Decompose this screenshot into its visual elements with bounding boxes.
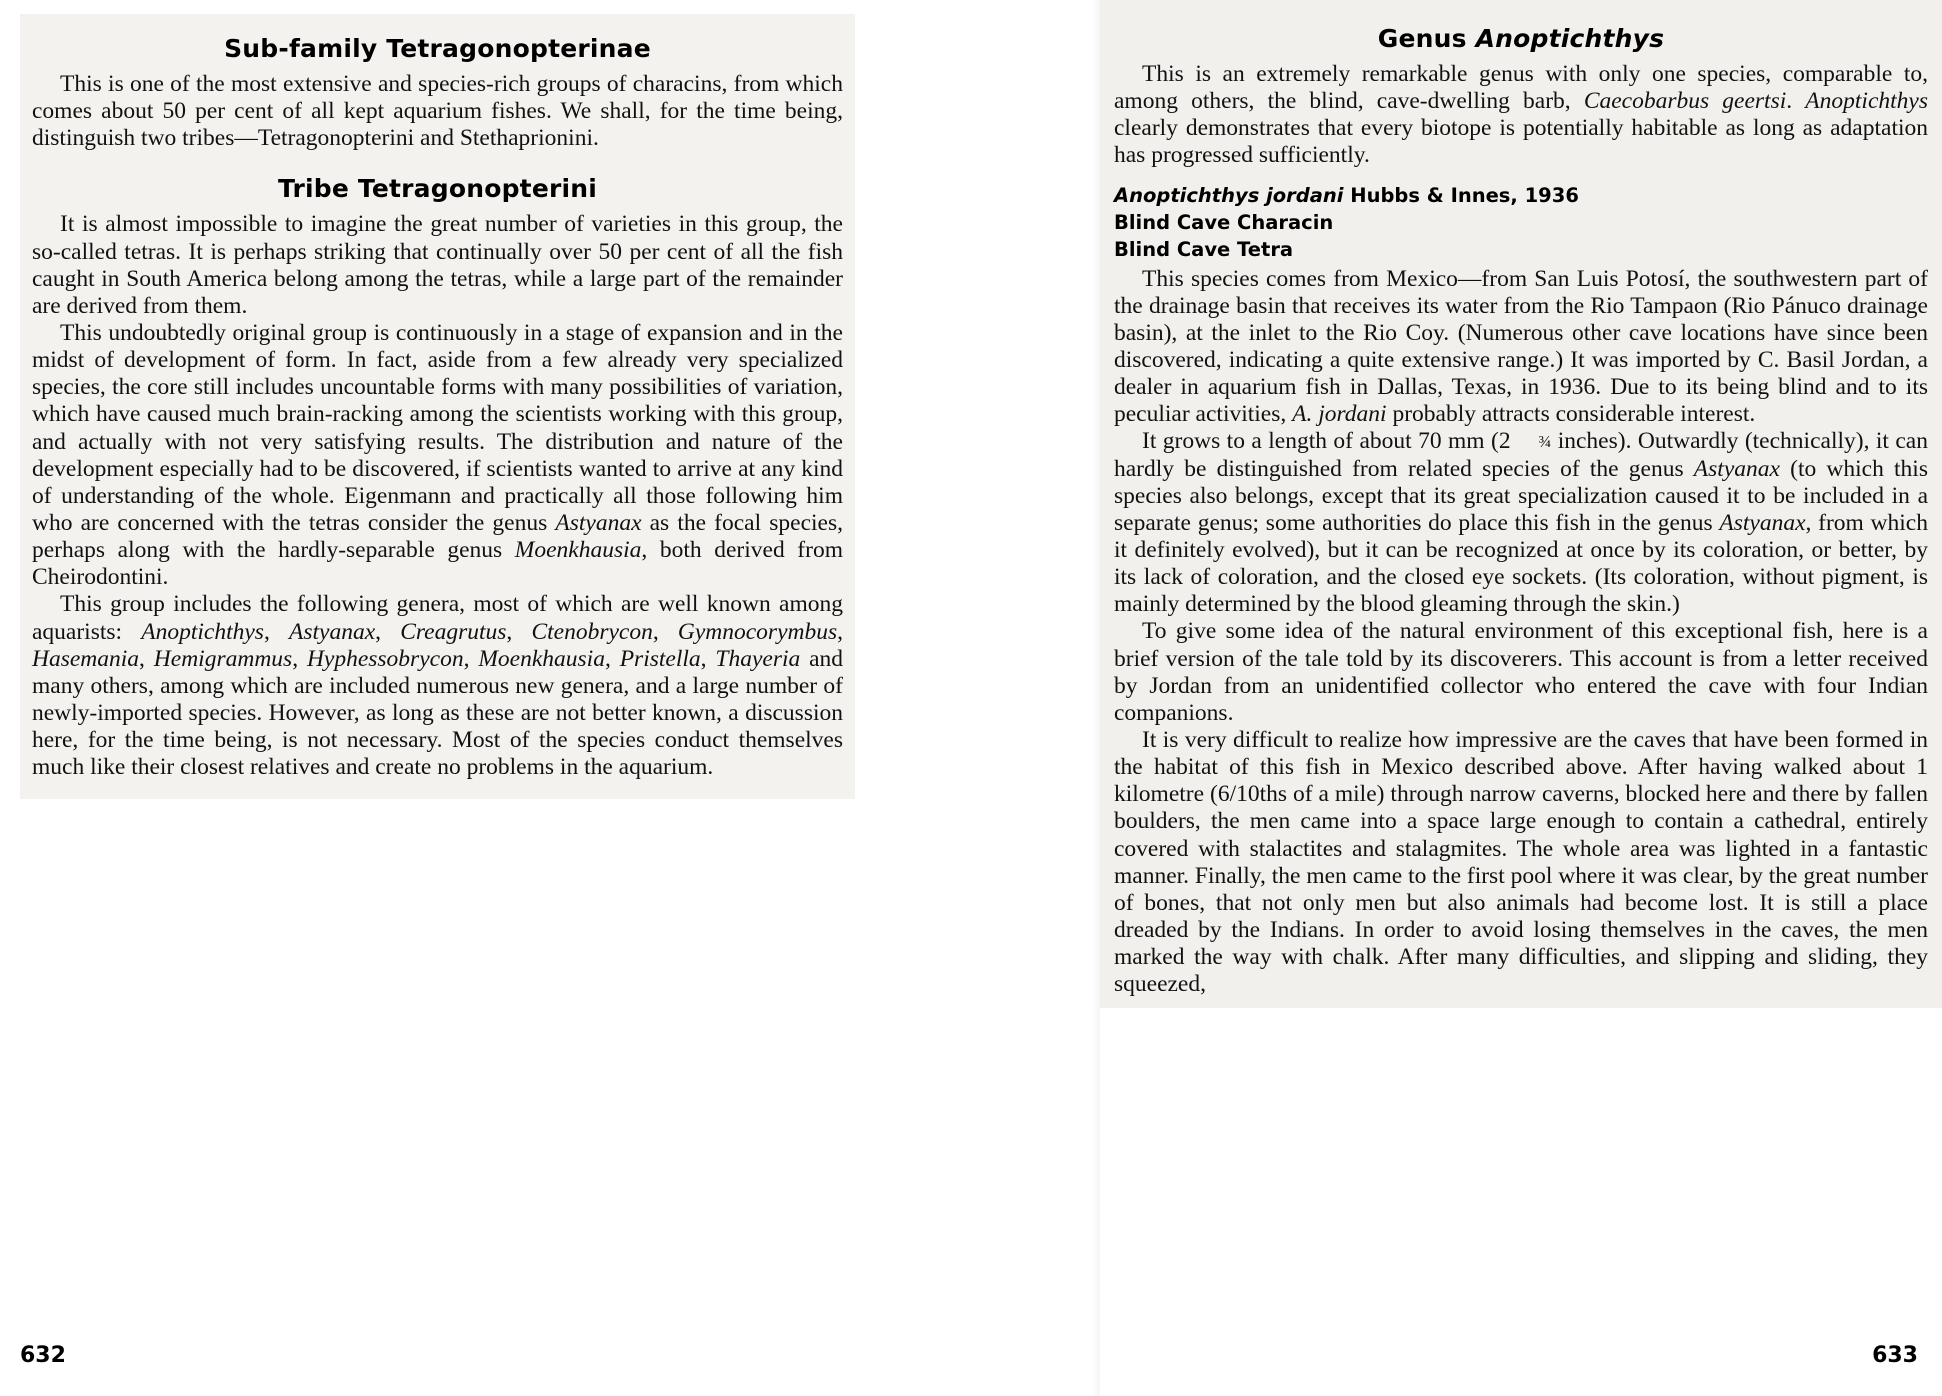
paragraph: It is almost impossible to imagine the great number of varieties in this group, the so-called tetras. It is perhaps striking that continually over 50 per cent of all the fish caught in South America belong among the tetras, while a large part of the remainder are derived from them. (32, 211, 843, 319)
right-page (1100, 0, 1942, 1396)
tribe-heading: Tribe Tetragonopterini (277, 174, 598, 204)
subfamily-heading: Sub-family Tetragonopterinae (224, 34, 651, 63)
paragraph: It grows to a length of about 70 mm (2 ¾ inches). Outwardly (technically), it can hardly be distinguished from related species of the genus Astyanax (to which this species also belongs, except that its great specialization caused it to be included in a separate genus; some authorities do place this fish in the genus Astyanax, from which it definitely evolved), but it can be recognized at once by its coloration, or better, by its lack of coloration, and the closed eye sockets. (Its coloration, without pigment, is mainly determined by the blood gleaming through the skin.) (1114, 428, 1928, 618)
genus-heading-prefix: Genus (1377, 24, 1476, 53)
paragraph: It is very difficult to realize how impressive are the caves that have been formed in the habitat of this fish in Mexico described above. After having walked about 1 kilometre (6/10ths of a mile) through narrow caverns, blocked here and there by fallen boulders, the men came into a space large enough to contain a cathedral, entirely covered with stalactites and stalagmites. The whole area was lighted in a fantastic manner. Finally, the men came to the first pool where it was clear, by the great number of bones, that not only men but also animals had become lost. It is still a place dreaded by the Indians. In order to avoid losing themselves in the caves, the men marked the way with chalk. After many difficulties, and slipping and sliding, they squeezed, (1114, 726, 1928, 998)
paragraph: To give some idea of the natural environment of this exceptional fish, here is a brief version of the tale told by its discoverers. This account is from a letter received by Jordan from an unidentified collector who entered the cave with four Indian companions. (1114, 618, 1928, 726)
paragraph: This species comes from Mexico—from San Luis Potosí, the southwestern part of the drainage basin that receives its water from the Rio Tampaon (Rio Pánuco drainage basin), at the inlet to the Rio Coy. (Numerous other cave locations have since been discovered, indicating a quite extensive range.) It was imported by C. Basil Jordan, a dealer in aquarium fish in Dallas, Texas, in 1936. Due to its being blind and to its peculiar activities, A. jordani probably attracts considerable interest. (1114, 265, 1928, 428)
page-number-left: 632 (20, 1343, 66, 1368)
page-number-right: 633 (1872, 1343, 1918, 1368)
paragraph: This group includes the following genera, most of which are well known among aquarists: Anoptichthys, Astyanax, Creagrutus, Ctenobrycon, Gymnocorymbus, Hasemania, Hemigrammus, Hyphessobrycon, Moenkhausia, Pristella, Thayeria and many others, among which are included numerous new genera, and a large number of newly-imported species. However, as long as these are not better known, a discussion here, for the time being, is not necessary. Most of the species conduct themselves much like their closest relatives and create no problems in the aquarium. (32, 591, 844, 781)
paragraph: This undoubtedly original group is continuously in a stage of expansion and in the midst of development of form. In fact, aside from a few already very specialized species, the core still includes uncountable forms with many possibilities of variation, which have caused much brain-racking among the scientists working with this group, and actually with not very satisfying results. The distribution and nature of the development especially had to be discovered, if scientists wanted to arrive at any kind of understanding of the whole. Eigenmann and practically all those following him who are concerned with the tetras consider the genus Astyanax as the focal species, perhaps along with the hardly-separable genus Moenkhausia, both derived from Cheirodontini. (32, 319, 843, 591)
left-page-text-column (20, 14, 855, 799)
species-name-line (1114, 184, 1928, 207)
species-scientific-name: Anoptichthys jordani (1114, 183, 1344, 207)
paragraph: This is one of the most extensive and species-rich groups of characins, from which comes about 50 per cent of all kept aquarium fishes. We shall, for the time being, distinguish two tribes—Tetragonopterini and Stethaprionini. (32, 71, 843, 152)
species-authority: Hubbs & Innes, 1936 (1343, 183, 1579, 207)
right-page-text-column (1100, 0, 1942, 1008)
genus-heading (1114, 24, 1928, 53)
paragraph: This is an extremely remarkable genus with only one species, comparable to, among others, the blind, cave-dwelling barb, Caecobarbus geertsi. Anoptichthys clearly demonstrates that every biotope is potentially habitable as long as adaptation has progressed sufficiently. (1114, 61, 1928, 169)
common-name-primary: Blind Cave Characin (1114, 210, 1334, 234)
genus-heading-name: Anoptichthys (1475, 24, 1665, 53)
left-page (0, 0, 880, 1396)
common-name-secondary: Blind Cave Tetra (1114, 237, 1294, 261)
